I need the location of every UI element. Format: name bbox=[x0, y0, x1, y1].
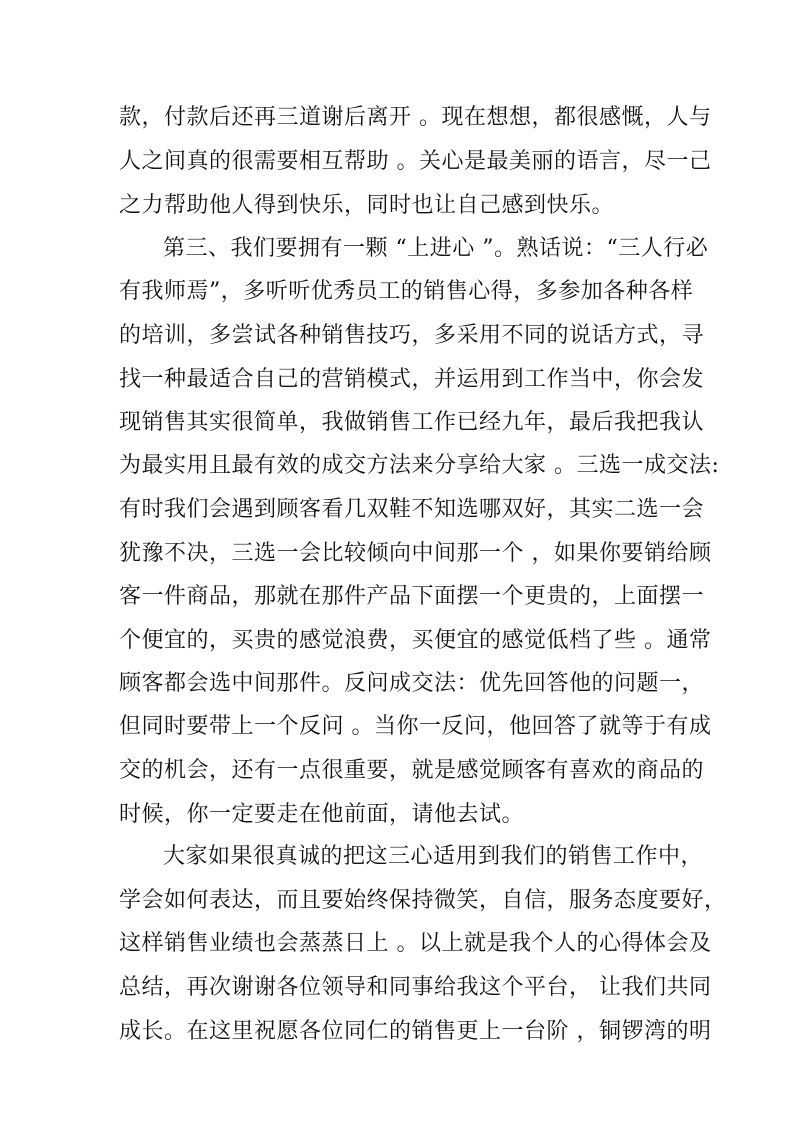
text-line: 时候，你一定要走在他前面，请他去试。 bbox=[119, 802, 525, 827]
text-line: 之力帮助他人得到快乐，同时也让自己感到快乐。 bbox=[119, 193, 615, 218]
text-line: 的培训，多尝试各种销售技巧，多采用不同的说话方式，寻 bbox=[119, 323, 705, 348]
text-line: 个便宜的，买贵的感觉浪费，买便宜的感觉低档了些 。通常 bbox=[119, 628, 712, 653]
text-line: 但同时要带上一个反问 。当你一反问，他回答了就等于有成 bbox=[119, 714, 712, 739]
text-line: 为最实用且最有效的成交方法来分享给大家 。三选一成交法: bbox=[119, 453, 720, 478]
text-line: 交的机会，还有一点很重要，就是感觉顾客有喜欢的商品的 bbox=[119, 758, 705, 783]
text-line: 款，付款后还再三道谢后离开 。现在想想，都很感慨，人与 bbox=[119, 105, 712, 130]
text-line: 总结，再次谢谢各位领导和同事给我这个平台， 让我们共同 bbox=[119, 975, 712, 1000]
text-line: 这样销售业绩也会蒸蒸日上 。以上就是我个人的心得体会及 bbox=[119, 931, 712, 956]
text-line: 现销售其实很简单，我做销售工作已经九年，最后我把我认 bbox=[119, 410, 705, 435]
text-line: 顾客都会选中间那件。反问成交法：优先回答他的问题一， bbox=[119, 671, 705, 696]
text-line: 有我师焉”，多听听优秀员工的销售心得，多参加各种各样 bbox=[119, 279, 694, 304]
text-line: 找一种最适合自己的营销模式，并运用到工作当中，你会发 bbox=[119, 367, 705, 392]
text-line: 成长。在这里祝愿各位同仁的销售更上一台阶 ，铜锣湾的明 bbox=[119, 1019, 712, 1044]
text-line: 客一件商品，那就在那件产品下面摆一个更贵的，上面摆一 bbox=[119, 584, 705, 609]
text-line: 人之间真的很需要相互帮助 。关心是最美丽的语言，尽一己 bbox=[119, 149, 712, 174]
text-line: 学会如何表达，而且要始终保持微笑，自信，服务态度要好， bbox=[119, 888, 727, 913]
text-line: 犹豫不决，三选一会比较倾向中间那一个 ，如果你要销给顾 bbox=[119, 541, 712, 566]
text-line: 有时我们会遇到顾客看几双鞋不知选哪双好，其实二选一会 bbox=[119, 497, 705, 522]
text-line: 大家如果很真诚的把这三心适用到我们的销售工作中， bbox=[163, 844, 704, 869]
text-line: 第三、我们要拥有一颗 “上进心 ”。熟话说：“三人行必 bbox=[163, 236, 709, 261]
